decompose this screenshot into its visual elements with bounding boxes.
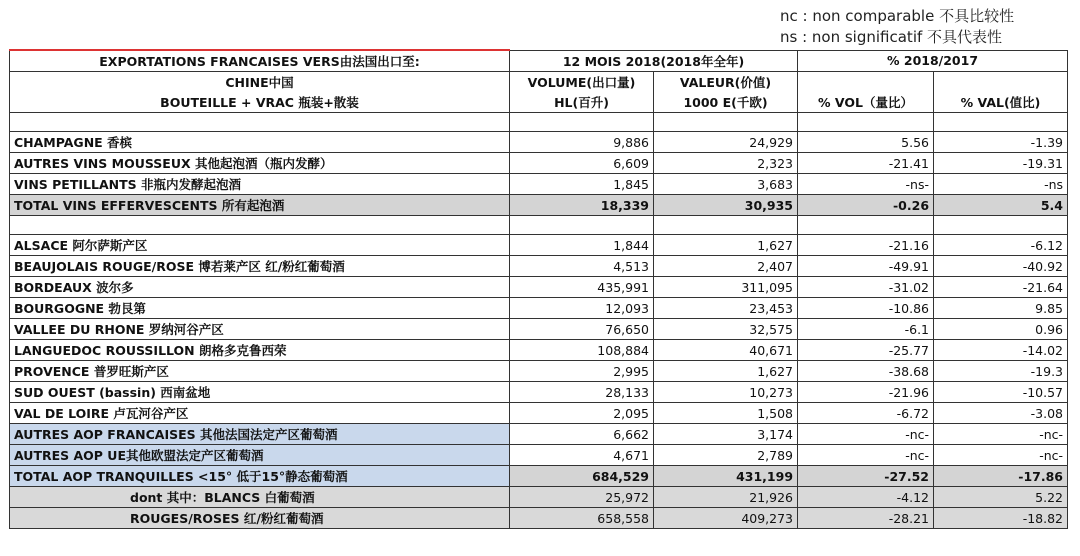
spacer-row (10, 113, 1068, 132)
table-row (10, 153, 1068, 174)
export-table (9, 49, 1068, 529)
header-row-1 (10, 50, 1068, 72)
row-label: AUTRES VINS MOUSSEUX 其他起泡酒（瓶内发酵） (10, 153, 510, 174)
row-label: ROUGES/ROSES 红/粉红葡萄酒 (10, 508, 510, 529)
row-label: TOTAL VINS EFFERVESCENTS 所有起泡酒 (10, 195, 510, 216)
row-volume: 2,995 (510, 361, 654, 382)
table-row (10, 277, 1068, 298)
row-volume: 435,991 (510, 277, 654, 298)
row-pct-val: -1.39 (934, 132, 1068, 153)
spacer-row (10, 216, 1068, 235)
header-title-2: CHINE中国 (10, 72, 510, 93)
header-vol-label-2: HL(百升) (510, 92, 654, 113)
row-volume: 2,095 (510, 403, 654, 424)
subtotal-rouges-row (10, 508, 1068, 529)
row-pct-val: -18.82 (934, 508, 1068, 529)
header-title-1: EXPORTATIONS FRANCAISES VERS由法国出口至: (10, 50, 510, 72)
row-pct-vol: -10.86 (798, 298, 934, 319)
row-pct-vol: -nc- (798, 445, 934, 466)
table-row (10, 340, 1068, 361)
row-value: 10,273 (654, 382, 798, 403)
row-value: 2,323 (654, 153, 798, 174)
row-pct-vol: -0.26 (798, 195, 934, 216)
table-row (10, 132, 1068, 153)
row-label: BOURGOGNE 勃艮第 (10, 298, 510, 319)
header-val-label-1: VALEUR(价值) (654, 72, 798, 93)
row-pct-vol: -27.52 (798, 466, 934, 487)
row-volume: 18,339 (510, 195, 654, 216)
row-label: VAL DE LOIRE 卢瓦河谷产区 (10, 403, 510, 424)
row-pct-val: -14.02 (934, 340, 1068, 361)
row-pct-vol: -21.16 (798, 235, 934, 256)
row-label: LANGUEDOC ROUSSILLON 朗格多克鲁西荣 (10, 340, 510, 361)
row-value: 311,095 (654, 277, 798, 298)
legend-ns: ns : non significatif 不具代表性 (780, 28, 1003, 46)
row-label: dont 其中：BLANCS 白葡萄酒 (10, 487, 510, 508)
row-volume: 1,845 (510, 174, 654, 195)
row-value: 2,789 (654, 445, 798, 466)
row-label: AUTRES AOP FRANCAISES 其他法国法定产区葡萄酒 (10, 424, 510, 445)
header-vol-label-1: VOLUME(出口量) (510, 72, 654, 93)
table-row (10, 298, 1068, 319)
row-volume: 108,884 (510, 340, 654, 361)
table-row (10, 361, 1068, 382)
total-still-row (10, 466, 1068, 487)
row-label: SUD OUEST (bassin) 西南盆地 (10, 382, 510, 403)
row-pct-val: -19.31 (934, 153, 1068, 174)
row-label: ALSACE 阿尔萨斯产区 (10, 235, 510, 256)
row-label: TOTAL AOP TRANQUILLES <15° 低于15°静态葡萄酒 (10, 466, 510, 487)
table-row (10, 174, 1068, 195)
row-volume: 28,133 (510, 382, 654, 403)
row-value: 1,627 (654, 235, 798, 256)
row-volume: 1,844 (510, 235, 654, 256)
header-pct-vol: % VOL（量比） (798, 92, 934, 113)
row-pct-val: 0.96 (934, 319, 1068, 340)
row-value: 3,683 (654, 174, 798, 195)
row-pct-vol: -28.21 (798, 508, 934, 529)
row-value: 24,929 (654, 132, 798, 153)
row-value: 431,199 (654, 466, 798, 487)
row-pct-val: 5.22 (934, 487, 1068, 508)
legend-nc: nc : non comparable 不具比较性 (780, 7, 1015, 25)
total-sparkling-row (10, 195, 1068, 216)
header-pct-val: % VAL(值比) (934, 92, 1068, 113)
row-label: CHAMPAGNE 香槟 (10, 132, 510, 153)
row-value: 30,935 (654, 195, 798, 216)
row-pct-val: -nc- (934, 445, 1068, 466)
row-label: AUTRES AOP UE其他欧盟法定产区葡萄酒 (10, 445, 510, 466)
row-value: 40,671 (654, 340, 798, 361)
row-label: VALLEE DU RHONE 罗纳河谷产区 (10, 319, 510, 340)
row-volume: 6,609 (510, 153, 654, 174)
row-pct-val: -10.57 (934, 382, 1068, 403)
row-volume: 25,972 (510, 487, 654, 508)
row-label: VINS PETILLANTS 非瓶内发酵起泡酒 (10, 174, 510, 195)
row-value: 409,273 (654, 508, 798, 529)
row-value: 21,926 (654, 487, 798, 508)
row-label: PROVENCE 普罗旺斯产区 (10, 361, 510, 382)
table-row (10, 382, 1068, 403)
row-pct-val: -19.3 (934, 361, 1068, 382)
row-pct-vol: -ns- (798, 174, 934, 195)
row-value: 32,575 (654, 319, 798, 340)
header-row-2 (10, 72, 1068, 93)
row-volume: 6,662 (510, 424, 654, 445)
row-volume: 4,671 (510, 445, 654, 466)
row-pct-val: -6.12 (934, 235, 1068, 256)
header-title-3: BOUTEILLE + VRAC 瓶装+散装 (10, 92, 510, 113)
header-compare: % 2018/2017 (798, 50, 1068, 72)
row-pct-vol: -38.68 (798, 361, 934, 382)
row-pct-val: 5.4 (934, 195, 1068, 216)
row-volume: 684,529 (510, 466, 654, 487)
row-value: 2,407 (654, 256, 798, 277)
row-pct-vol: -6.1 (798, 319, 934, 340)
row-pct-val: -3.08 (934, 403, 1068, 424)
table-row (10, 256, 1068, 277)
row-pct-vol: -4.12 (798, 487, 934, 508)
legend (780, 6, 1014, 48)
header-row-3 (10, 92, 1068, 113)
row-volume: 9,886 (510, 132, 654, 153)
row-pct-vol: 5.56 (798, 132, 934, 153)
row-pct-vol: -nc- (798, 424, 934, 445)
row-value: 23,453 (654, 298, 798, 319)
row-pct-vol: -25.77 (798, 340, 934, 361)
table-row (10, 445, 1068, 466)
row-value: 1,627 (654, 361, 798, 382)
row-pct-vol: -31.02 (798, 277, 934, 298)
row-volume: 76,650 (510, 319, 654, 340)
row-pct-val: -21.64 (934, 277, 1068, 298)
row-label: BORDEAUX 波尔多 (10, 277, 510, 298)
table-row (10, 319, 1068, 340)
row-volume: 658,558 (510, 508, 654, 529)
row-pct-vol: -49.91 (798, 256, 934, 277)
row-value: 1,508 (654, 403, 798, 424)
row-pct-val: -17.86 (934, 466, 1068, 487)
row-pct-vol: -21.41 (798, 153, 934, 174)
header-period: 12 MOIS 2018(2018年全年) (510, 50, 798, 72)
table-row (10, 235, 1068, 256)
table-row (10, 424, 1068, 445)
subtotal-blancs-row (10, 487, 1068, 508)
row-pct-val: -nc- (934, 424, 1068, 445)
row-pct-val: -40.92 (934, 256, 1068, 277)
row-pct-vol: -21.96 (798, 382, 934, 403)
row-pct-val: -ns (934, 174, 1068, 195)
table-row (10, 403, 1068, 424)
row-label: BEAUJOLAIS ROUGE/ROSE 博若莱产区 红/粉红葡萄酒 (10, 256, 510, 277)
header-val-label-2: 1000 E(千欧) (654, 92, 798, 113)
row-pct-val: 9.85 (934, 298, 1068, 319)
row-pct-vol: -6.72 (798, 403, 934, 424)
row-value: 3,174 (654, 424, 798, 445)
row-volume: 4,513 (510, 256, 654, 277)
row-volume: 12,093 (510, 298, 654, 319)
